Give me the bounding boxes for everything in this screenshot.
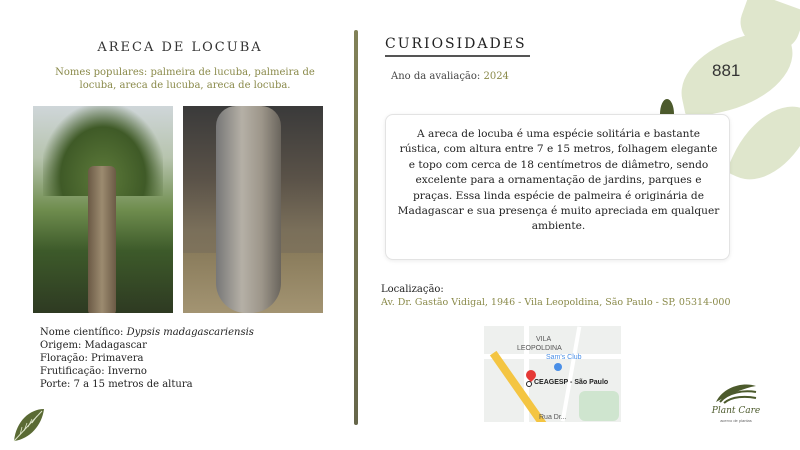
column-divider bbox=[354, 30, 358, 425]
map-area-label: LEOPOLDINA bbox=[517, 345, 562, 352]
leaf-icon bbox=[12, 407, 46, 443]
origin-row: Origem: Madagascar bbox=[40, 340, 147, 351]
evaluation-year bbox=[391, 71, 509, 82]
plant-details bbox=[40, 326, 254, 391]
map-park bbox=[579, 391, 619, 421]
map-area-label: VILA bbox=[536, 336, 552, 343]
photo-palm-trunk bbox=[183, 106, 323, 313]
location-address: Av. Dr. Gastão Vidigal, 1946 - Vila Leopoldina, São Paulo - SP, 05314-000 bbox=[381, 297, 731, 308]
curiosity-card bbox=[385, 114, 730, 260]
curiosity-text: A areca de locuba é uma espécie solitária e bastante rústica, com altura entre 7 e 15 metros, folhagem elegante e topo com cerca de 18 centímetros de diâmetro, sendo excelente para a ornamentação de jardins, parques e praças. Essa linda espécie de palmeira é originária de Madagascar e sua presença é muito apreciada em qualquer ambiente. bbox=[397, 128, 720, 233]
location-label: Localização: bbox=[381, 284, 444, 295]
plant-number-badge: 881 bbox=[712, 61, 741, 80]
store-marker-icon bbox=[554, 363, 562, 371]
map-store-label: Sam's Club bbox=[546, 354, 582, 361]
location-dot-icon bbox=[526, 381, 532, 387]
popular-names: Nomes populares: palmeira de lucuba, palmeira de locuba, areca de lucuba, areca de locuba. bbox=[55, 67, 315, 91]
palm-trunk bbox=[88, 166, 116, 313]
scientific-name-row bbox=[40, 326, 254, 339]
plant-care-logo-icon bbox=[714, 380, 758, 404]
brand-name: Plant Care bbox=[711, 406, 761, 416]
size-row: Porte: 7 a 15 metros de altura bbox=[40, 379, 193, 390]
brand-tagline: acervo de plantas bbox=[720, 418, 752, 423]
year-value: 2024 bbox=[483, 71, 509, 82]
heading-underline bbox=[385, 55, 530, 57]
fruiting-row: Frutificação: Inverno bbox=[40, 366, 147, 377]
curiosities-heading: CURIOSIDADES bbox=[385, 36, 527, 52]
location-map[interactable] bbox=[484, 326, 621, 422]
photo-palm-canopy bbox=[33, 106, 173, 313]
map-road-label: Rua Dr... bbox=[539, 414, 567, 421]
plant-title: ARECA DE LOCUBA bbox=[97, 40, 263, 55]
scientific-label: Nome científico: bbox=[40, 327, 127, 338]
flowering-row: Floração: Primavera bbox=[40, 353, 144, 364]
scientific-name: Dypsis madagascariensis bbox=[126, 327, 254, 338]
trunk-closeup bbox=[216, 106, 281, 313]
year-label: Ano da avaliação: bbox=[391, 71, 484, 82]
map-highway bbox=[490, 351, 548, 422]
map-place-label: CEAGESP - São Paulo bbox=[534, 379, 609, 386]
